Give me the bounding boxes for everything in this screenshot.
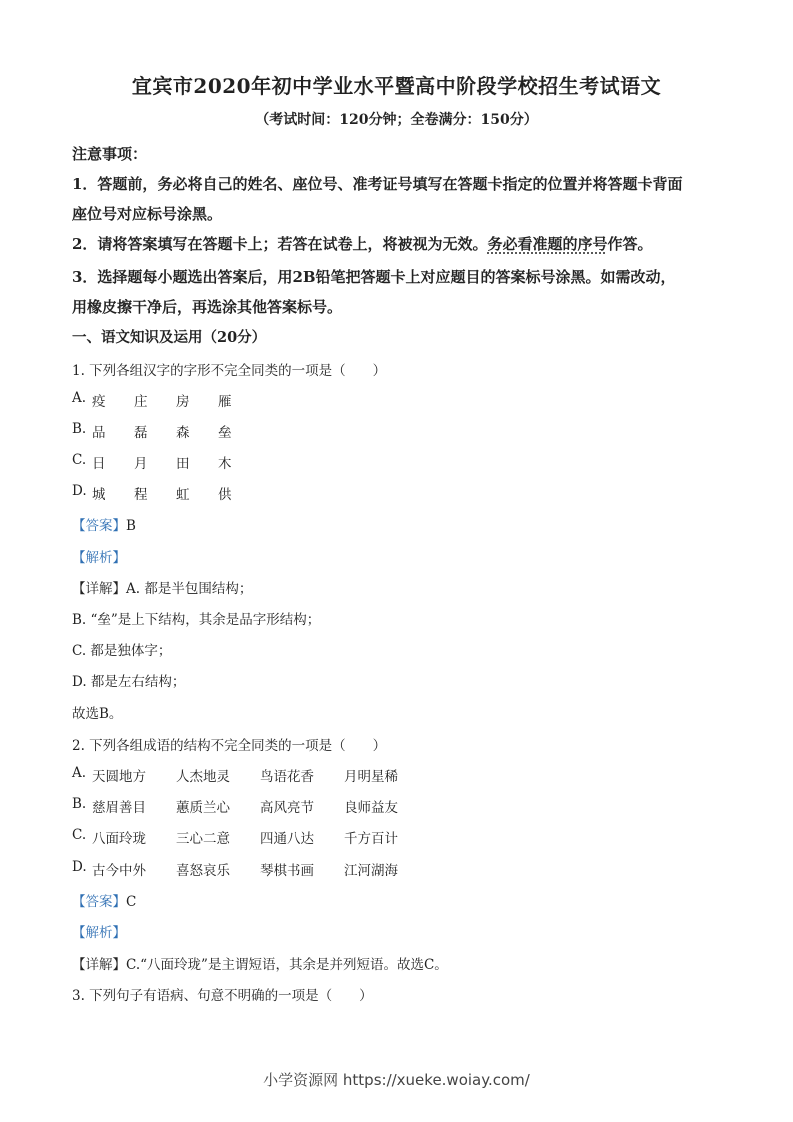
option-label: C. bbox=[72, 827, 87, 843]
option-idiom: 琴棋书画 bbox=[260, 863, 314, 879]
option-idiom: 鸟语花香 bbox=[260, 769, 314, 785]
option-char: 月 bbox=[134, 456, 148, 472]
answer-tag: 【答案】 bbox=[72, 894, 126, 910]
note-1a: 1．答题前，务必将自己的姓名、座位号、准考证号填写在答题卡指定的位置并将答题卡背面 bbox=[72, 175, 683, 193]
q2-option-a bbox=[72, 765, 428, 785]
option-char: 程 bbox=[134, 487, 148, 503]
option-idiom: 人杰地灵 bbox=[176, 769, 230, 785]
option-idiom: 高风亮节 bbox=[260, 800, 314, 816]
note-2 bbox=[72, 233, 652, 254]
q1-analysis-tag: 【解析】 bbox=[72, 550, 126, 566]
notes-heading: 注意事项： bbox=[72, 145, 148, 163]
q2-detail: 【详解】C.“八面玲珑”是主谓短语，其余是并列短语。故选C。 bbox=[72, 957, 448, 973]
q1-stem: 1. 下列各组汉字的字形不完全同类的一项是（ ） bbox=[72, 363, 387, 379]
footer-watermark: 小学资源网 https://xueke.woiay.com/ bbox=[263, 1071, 530, 1089]
option-idiom: 慈眉善目 bbox=[92, 800, 146, 816]
q2-option-b bbox=[72, 796, 428, 816]
note-2b-emphasis: 务必看准题的序号 bbox=[487, 235, 608, 253]
note-3a: 3．选择题每小题选出答案后，用2B铅笔把答题卡上对应题目的答案标号涂黑。如需改动， bbox=[72, 268, 676, 286]
option-char: 房 bbox=[176, 394, 190, 410]
option-idiom: 月明星稀 bbox=[344, 769, 398, 785]
q1-line-d: D. 都是左右结构； bbox=[72, 674, 186, 690]
q2-analysis-tag: 【解析】 bbox=[72, 925, 126, 941]
option-idiom: 良师益友 bbox=[344, 800, 398, 816]
q2-option-c bbox=[72, 827, 428, 847]
option-label: B. bbox=[72, 421, 87, 437]
option-idiom: 千方百计 bbox=[344, 831, 398, 847]
option-label: D. bbox=[72, 859, 87, 875]
option-idiom: 喜怒哀乐 bbox=[176, 863, 230, 879]
page-title: 宜宾市2020年初中学业水平暨高中阶段学校招生考试语文 bbox=[131, 74, 662, 98]
option-char: 供 bbox=[218, 487, 232, 503]
option-label: A. bbox=[72, 765, 87, 781]
q1-line-b: B. “垒”是上下结构，其余是品字形结构； bbox=[72, 612, 321, 628]
option-char: 木 bbox=[218, 456, 232, 472]
option-char: 庄 bbox=[134, 394, 148, 410]
option-char: 日 bbox=[92, 456, 106, 472]
option-char: 城 bbox=[92, 487, 106, 503]
q1-option-b bbox=[72, 421, 260, 441]
option-char: 疫 bbox=[92, 394, 106, 410]
option-idiom: 八面玲珑 bbox=[92, 831, 146, 847]
option-idiom: 江河湖海 bbox=[344, 863, 398, 879]
q1-option-c bbox=[72, 452, 260, 472]
q2-stem: 2. 下列各组成语的结构不完全同类的一项是（ ） bbox=[72, 738, 387, 754]
option-char: 田 bbox=[176, 456, 190, 472]
q3-stem: 3. 下列句子有语病、句意不明确的一项是（ ） bbox=[72, 988, 373, 1004]
q1-option-a bbox=[72, 390, 260, 410]
q1-answer bbox=[72, 514, 136, 534]
option-idiom: 四通八达 bbox=[260, 831, 314, 847]
page-subtitle: （考试时间：120分钟；全卷满分：150分） bbox=[255, 112, 538, 128]
option-label: C. bbox=[72, 452, 87, 468]
option-char: 雁 bbox=[218, 394, 232, 410]
q1-line-c: C. 都是独体字； bbox=[72, 643, 172, 659]
answer-tag: 【答案】 bbox=[72, 518, 126, 534]
q2-option-d bbox=[72, 859, 428, 879]
option-label: D. bbox=[72, 483, 87, 499]
option-char: 磊 bbox=[134, 425, 148, 441]
option-idiom: 古今中外 bbox=[92, 863, 146, 879]
q1-detail: 【详解】A. 都是半包围结构； bbox=[72, 581, 253, 597]
q2-answer bbox=[72, 890, 136, 910]
option-label: B. bbox=[72, 796, 87, 812]
answer-value: C bbox=[126, 894, 137, 910]
option-idiom: 天圆地方 bbox=[92, 769, 146, 785]
note-2c: 作答。 bbox=[607, 235, 653, 253]
note-2a: 2．请将答案填写在答题卡上；若答在试卷上，将被视为无效。 bbox=[72, 235, 488, 253]
option-char: 垒 bbox=[218, 425, 232, 441]
q1-option-d bbox=[72, 483, 260, 503]
option-idiom: 蕙质兰心 bbox=[176, 800, 230, 816]
option-label: A. bbox=[72, 390, 87, 406]
section-heading-1: 一、语文知识及运用（20分） bbox=[72, 329, 267, 346]
option-idiom: 三心二意 bbox=[176, 831, 230, 847]
answer-value: B bbox=[126, 518, 136, 534]
option-char: 森 bbox=[176, 425, 190, 441]
note-1b: 座位号对应标号涂黑。 bbox=[72, 205, 223, 223]
option-char: 虹 bbox=[176, 487, 190, 503]
option-char: 品 bbox=[92, 425, 106, 441]
note-3b: 用橡皮擦干净后，再选涂其他答案标号。 bbox=[72, 298, 343, 316]
q1-conclusion: 故选B。 bbox=[72, 706, 123, 722]
